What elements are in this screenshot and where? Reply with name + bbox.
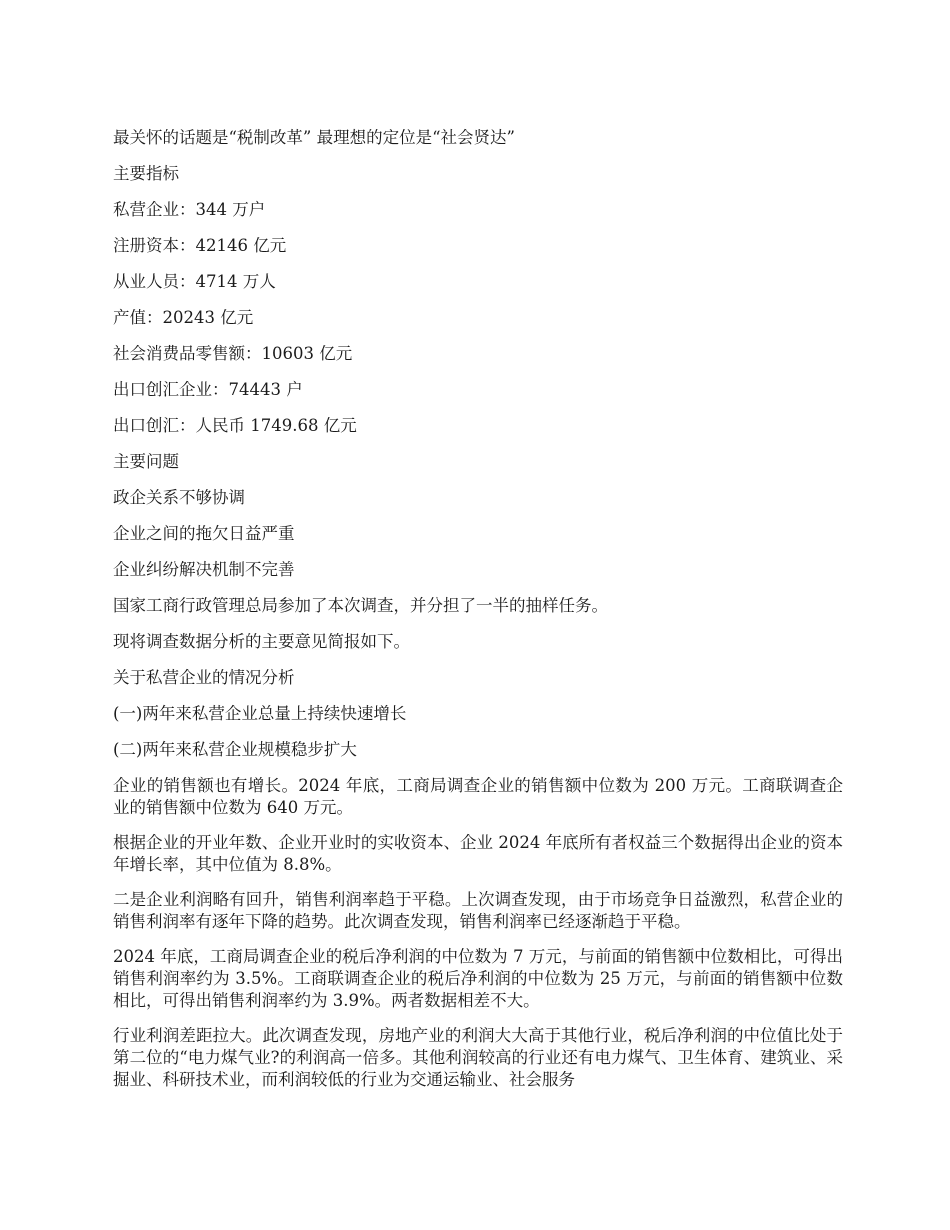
indicator-registered-capital: 注册资本：42146 亿元 [113, 236, 287, 255]
indicator-export-enterprises: 出口创汇企业：74443 户 [113, 380, 303, 399]
text-line: 国家工商行政管理总局参加了本次调查，并分担了一半的抽样任务。 [113, 596, 608, 615]
problem-item: 政企关系不够协调 [113, 488, 245, 507]
paragraph: 根据企业的开业年数、企业开业时的实收资本、企业 2024 年底所有者权益三个数据得出企业的资本年增长率，其中位值为 8.8%。 [113, 833, 843, 874]
indicator-retail-sales: 社会消费品零售额：10603 亿元 [113, 344, 353, 363]
subheading-scale: (二)两年来私营企业规模稳步扩大 [113, 740, 357, 759]
section-heading-analysis: 关于私营企业的情况分析 [113, 668, 295, 687]
indicator-employees: 从业人员：4714 万人 [113, 272, 276, 291]
indicator-private-enterprises: 私营企业：344 万户 [113, 200, 266, 219]
text-line: 最关怀的话题是“税制改革” 最理想的定位是“社会贤达” [113, 128, 515, 147]
section-heading-main-indicators: 主要指标 [113, 164, 179, 183]
paragraph: 企业的销售额也有增长。2024 年底，工商局调查企业的销售额中位数为 200 万元。工商联调查企业的销售额中位数为 640 万元。 [113, 776, 843, 817]
text-line: 现将调查数据分析的主要意见简报如下。 [113, 632, 410, 651]
paragraph: 二是企业利润略有回升，销售利润率趋于平稳。上次调查发现，由于市场竞争日益激烈，私营企业的销售利润率有逐年下降的趋势。此次调查发现，销售利润率已经逐渐趋于平稳。 [113, 890, 843, 931]
indicator-output-value: 产值：20243 亿元 [113, 308, 254, 327]
paragraph: 行业利润差距拉大。此次调查发现，房地产业的利润大大高于其他行业，税后净利润的中位值比处于第二位的“电力煤气业?的利润高一倍多。其他利润较高的行业还有电力煤气、卫生体育、建筑业、采掘业、科研技术业，而利润较低的行业为交通运输业、社会服务 [113, 1026, 843, 1089]
indicator-export-earnings: 出口创汇：人民币 1749.68 亿元 [113, 416, 357, 435]
problem-item: 企业之间的拖欠日益严重 [113, 524, 295, 543]
document-body [113, 127, 843, 1104]
section-heading-main-problems: 主要问题 [113, 452, 179, 471]
subheading-growth: (一)两年来私营企业总量上持续快速增长 [113, 704, 407, 723]
paragraph: 2024 年底，工商局调查企业的税后净利润的中位数为 7 万元，与前面的销售额中位数相比，可得出销售利润率约为 3.5%。工商联调查企业的税后净利润的中位数为 25 万元，与前面的销售额中位数相比，可得出销售利润率约为 3.9%。两者数据相差不大。 [113, 947, 843, 1010]
problem-item: 企业纠纷解决机制不完善 [113, 560, 295, 579]
